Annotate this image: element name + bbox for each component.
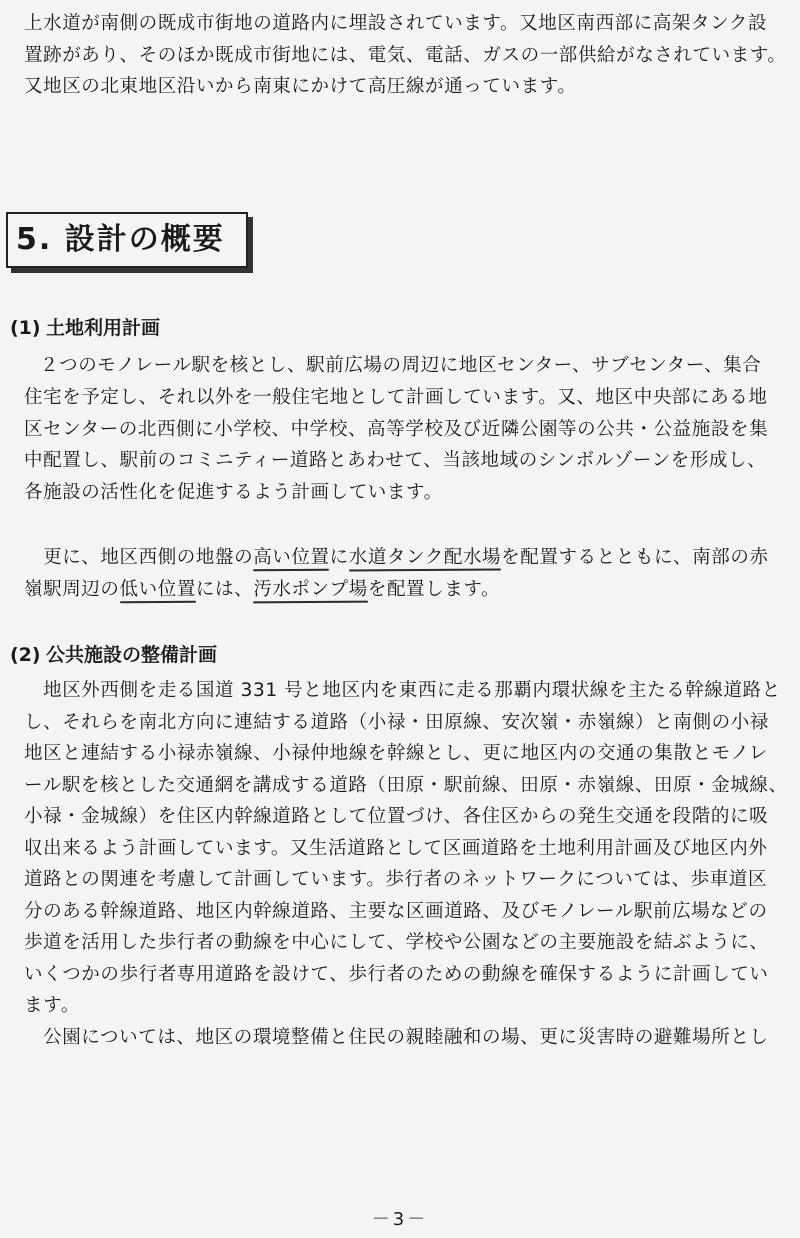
paragraph-line: 分のある幹線道路、地区内幹線道路、主要な区画道路、及びモノレール駅前広場などの [24, 900, 768, 922]
text-run: 更に、地区西側の地盤の [24, 547, 254, 568]
underlined-phrase: 低い位置 [119, 578, 196, 600]
paragraph-line: 各施設の活性化を促進するよう計画しています。 [24, 481, 443, 503]
land-use-paragraph-1-cont [24, 382, 784, 508]
public-facilities-paragraph [24, 675, 788, 1053]
paragraph-line [24, 574, 784, 606]
subsection-heading-land-use [10, 314, 160, 342]
show-through-artifact [400, 194, 415, 215]
paragraph-line: 小禄・金城線）を住区内幹線道路として位置づけ、各住区からの発生交通を段階的に吸 [24, 806, 769, 827]
paragraph-line: ール駅を核とした交通網を講成する道路（田原・駅前線、田原・赤嶺線、田原・金城線、 [24, 774, 788, 796]
intro-line: 置跡があり、そのほか既成市街地には、電気、電話、ガスの一部供給がなされています。 [24, 44, 787, 66]
paragraph-line: ２つのモノレール駅を核とし、駅前広場の周辺に地区センター、サブセンター、集合 [40, 355, 762, 376]
paragraph-line: ます。 [24, 995, 80, 1016]
land-use-paragraph-1 [40, 350, 785, 382]
paragraph-line: 収出来るよう計画しています。又生活道路として区画道路を土地利用計画及び地区内外 [24, 837, 768, 859]
section-heading-box [6, 212, 248, 268]
subsection-title: 公共施設の整備計画 [46, 644, 218, 666]
text-run: を配置するとともに、南部の赤 [501, 547, 769, 568]
paragraph-line: いくつかの歩行者専用道路を設けて、歩行者のための動線を確保するように計画してい [24, 963, 769, 985]
paragraph-line: 歩道を活用した歩行者の動線を中心にして、学校や公園などの主要施設を結ぶように、 [24, 932, 769, 953]
subsection-number: (1) [10, 317, 41, 339]
text-run: に [329, 547, 349, 568]
text-run: には、 [195, 578, 254, 600]
text-run: を配置します。 [367, 578, 501, 600]
paragraph-line: し、それらを南北方向に連結する道路（小禄・田原線、安次嶺・赤嶺線）と南側の小禄 [24, 711, 769, 733]
underlined-phrase: 高い位置 [253, 547, 330, 568]
paragraph-line: 道路との関連を考慮して計画しています。歩行者のネットワークについては、歩車道区 [24, 869, 768, 890]
text-run: 嶺駅周辺の [24, 578, 120, 600]
section-heading: 5. 設計の概要 [16, 222, 225, 257]
paragraph-line: 地区と連結する小禄赤嶺線、小禄仲地線を幹線とし、更に地区内の交通の集散とモノレ [24, 743, 768, 764]
subsection-number: (2) [10, 644, 41, 666]
page-number: －3－ [371, 1209, 429, 1230]
intro-line: 又地区の北東地区沿いから南東にかけて高圧線が通っています。 [24, 76, 577, 97]
subsection-heading-public-facilities [10, 641, 217, 669]
paragraph-line: 地区外西側を走る国道 331 号と地区内を東西に走る那覇内環状線を主たる幹線道路と [24, 680, 781, 701]
paragraph-line: 住宅を予定し、それ以外を一般住宅地として計画しています。又、地区中央部にある地 [24, 387, 768, 408]
intro-paragraph [24, 8, 787, 103]
underlined-phrase: 水道タンク配水場 [348, 547, 502, 568]
paragraph-line: 公園については、地区の環境整備と住民の親睦融和の場、更に災害時の避難場所とし [24, 1026, 769, 1048]
paragraph-line: 区センターの北西側に小学校、中学校、高等学校及び近隣公園等の公共・公益施設を集 [24, 418, 769, 440]
land-use-paragraph-2 [24, 542, 784, 605]
paragraph-line: 中配置し、駅前のコミニティー道路とあわせて、当該地域のシンボルゾーンを形成し、 [24, 450, 767, 471]
subsection-title: 土地利用計画 [46, 317, 161, 339]
paragraph-line [24, 542, 784, 574]
intro-line: 上水道が南側の既成市街地の道路内に埋設されています。又地区南西部に高架タンク設 [24, 13, 768, 34]
underlined-phrase: 汚水ポンプ場 [253, 578, 368, 600]
